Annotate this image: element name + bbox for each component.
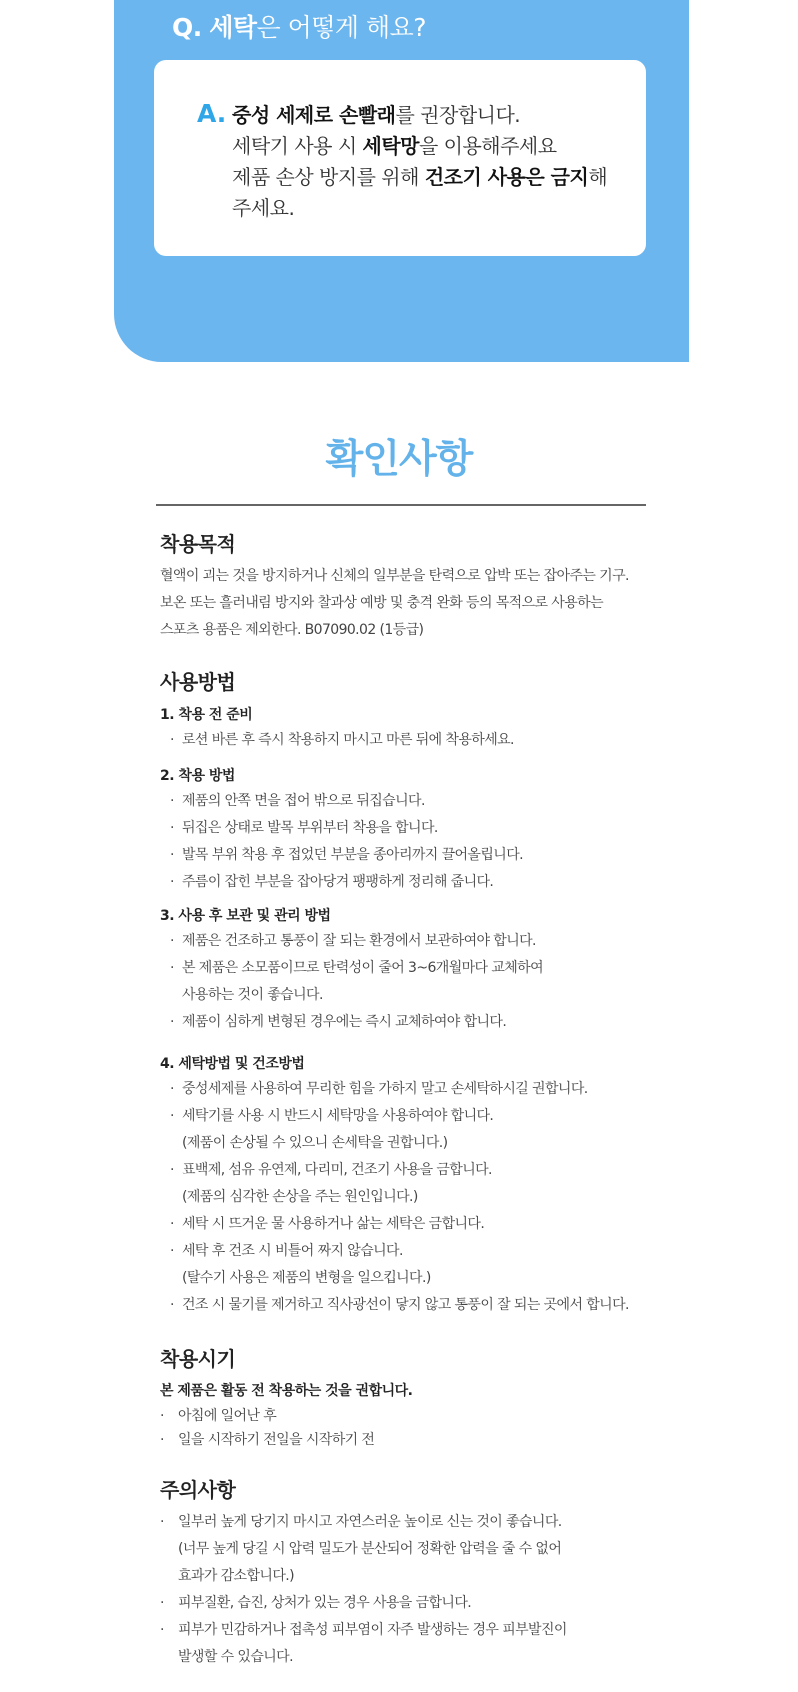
list-item-text: 피부질환, 습진, 상처가 있는 경우 사용을 금합니다. <box>178 1595 472 1611</box>
list-item <box>160 815 660 842</box>
list-item-text: 중성세제를 사용하여 무리한 힘을 가하지 말고 손세탁하시길 권합니다. <box>182 1081 588 1097</box>
list-item-continuation: (제품의 심각한 손상을 주는 원인입니다.) <box>182 1189 418 1205</box>
question-heading <box>172 8 426 44</box>
list-item-continuation: (너무 높게 당길 시 압력 밀도가 분산되어 정확한 압력을 줄 수 없어 <box>178 1541 562 1557</box>
list-item-text: 세탁 시 뜨거운 물 사용하거나 삶는 세탁은 금합니다. <box>182 1216 485 1232</box>
answer-line-3 <box>232 162 632 193</box>
answer-text <box>232 100 632 224</box>
answer-line-3-rest: 해 <box>588 165 608 189</box>
title-divider <box>156 504 646 506</box>
list-item <box>160 1590 660 1617</box>
list-item-text: 세탁기를 사용 시 반드시 세탁망을 사용하여야 합니다. <box>182 1108 494 1124</box>
list-item-text: 뒤집은 상태로 발목 부위부터 착용을 합니다. <box>182 820 438 836</box>
list-item <box>160 1009 660 1036</box>
timing-title: 착용시기 <box>160 1347 236 1371</box>
bullet: · <box>170 1014 174 1030</box>
list-item <box>160 1103 660 1130</box>
answer-line-1-bold: 중성 세제로 손빨래 <box>232 103 396 127</box>
list-item <box>160 1238 660 1265</box>
bullet: · <box>170 820 174 836</box>
list-item-text: 주름이 잡힌 부분을 잡아당겨 팽팽하게 정리해 줍니다. <box>182 874 494 890</box>
list-item-text: 발목 부위 착용 후 접었던 부분을 종아리까지 끌어올립니다. <box>182 847 523 863</box>
list-item <box>160 869 660 896</box>
page-title: 확인사항 <box>325 437 473 482</box>
bullet: · <box>160 1595 164 1611</box>
list-item-continuation: (제품이 손상될 수 있으니 손세탁을 권합니다.) <box>182 1135 448 1151</box>
list-item <box>160 788 660 815</box>
list-item <box>160 1404 660 1428</box>
list-item <box>160 1292 660 1319</box>
answer-line-1 <box>232 100 632 131</box>
list-item-text: 아침에 일어난 후 <box>178 1408 277 1424</box>
bullet: · <box>160 1514 164 1530</box>
answer-line-3-pre: 제품 손상 방지를 위해 <box>232 165 425 189</box>
answer-line-1-rest: 를 권장합니다. <box>395 103 521 127</box>
list-item <box>160 1211 660 1238</box>
answer-line-2-bold: 세탁망 <box>362 134 419 158</box>
timing-section <box>160 1343 660 1452</box>
timing-summary: 본 제품은 활동 전 착용하는 것을 권합니다. <box>160 1383 413 1399</box>
qa-panel <box>114 0 689 362</box>
purpose-line: 스포츠 용품은 제외한다. B07090.02 (1등급) <box>160 622 424 638</box>
answer-card <box>154 60 646 256</box>
answer-line-3-bold: 건조기 사용은 금지 <box>424 165 589 189</box>
info-content <box>160 528 660 1671</box>
answer-line-2-rest: 을 이용해주세요 <box>418 134 557 158</box>
purpose-line: 보온 또는 흘러내림 방지와 찰과상 예방 및 충격 완화 등의 목적으로 사용하는 <box>160 595 603 611</box>
question-keyword: 세탁 <box>209 13 257 42</box>
list-item <box>160 1509 660 1536</box>
list-item <box>160 1157 660 1184</box>
list-item-text: 표백제, 섬유 유연제, 다리미, 건조기 사용을 금합니다. <box>182 1162 492 1178</box>
list-item-text: 본 제품은 소모품이므로 탄력성이 줄어 3~6개월마다 교체하여 <box>182 960 544 976</box>
answer-mark: A. <box>197 99 227 128</box>
list-item-continuation: (탈수기 사용은 제품의 변형을 일으킵니다.) <box>182 1270 431 1286</box>
bullet: · <box>160 1622 164 1638</box>
usage-step-2-title: 2. 착용 방법 <box>160 768 235 784</box>
list-item-text: 세탁 후 건조 시 비틀어 짜지 않습니다. <box>182 1243 403 1259</box>
answer-line-2 <box>232 131 632 162</box>
bullet: · <box>170 847 174 863</box>
answer-line-4: 주세요. <box>232 196 295 220</box>
list-item <box>160 727 660 754</box>
usage-step-4-title: 4. 세탁방법 및 건조방법 <box>160 1056 305 1072</box>
list-item-continuation: 사용하는 것이 좋습니다. <box>182 987 323 1003</box>
purpose-section <box>160 528 660 644</box>
bullet: · <box>170 1243 174 1259</box>
usage-step-1-title: 1. 착용 전 준비 <box>160 707 253 723</box>
list-item-text: 일부러 높게 당기지 마시고 자연스러운 높이로 신는 것이 좋습니다. <box>178 1514 562 1530</box>
bullet: · <box>170 1162 174 1178</box>
list-item <box>160 842 660 869</box>
list-item <box>160 955 660 982</box>
usage-title: 사용방법 <box>160 670 236 694</box>
list-item-text: 제품은 건조하고 통풍이 잘 되는 환경에서 보관하여야 합니다. <box>182 933 536 949</box>
bullet: · <box>170 1081 174 1097</box>
list-item <box>160 1617 660 1644</box>
list-item-text: 일을 시작하기 전일을 시작하기 전 <box>178 1432 375 1448</box>
purpose-line: 혈액이 괴는 것을 방지하거나 신체의 일부분을 탄력으로 압박 또는 잡아주는 기구. <box>160 568 629 584</box>
list-item-text: 로션 바른 후 즉시 착용하지 마시고 마른 뒤에 착용하세요. <box>182 732 514 748</box>
list-item <box>160 1076 660 1103</box>
list-item-text: 제품이 심하게 변형된 경우에는 즉시 교체하여야 합니다. <box>182 1014 507 1030</box>
bullet: · <box>170 1297 174 1313</box>
bullet: · <box>160 1408 164 1424</box>
usage-step-3-title: 3. 사용 후 보관 및 관리 방법 <box>160 908 331 924</box>
purpose-title: 착용목적 <box>160 532 236 556</box>
question-mark: Q. <box>172 13 202 42</box>
list-item-continuation: 발생할 수 있습니다. <box>178 1649 293 1665</box>
bullet: · <box>170 1216 174 1232</box>
caution-section <box>160 1474 660 1671</box>
list-item-text: 피부가 민감하거나 접촉성 피부염이 자주 발생하는 경우 피부발진이 <box>178 1622 567 1638</box>
question-text: 은 어떻게 해요? <box>256 13 427 42</box>
bullet: · <box>160 1432 164 1448</box>
bullet: · <box>170 1108 174 1124</box>
bullet: · <box>170 933 174 949</box>
list-item-continuation: 효과가 감소합니다.) <box>178 1568 294 1584</box>
list-item <box>160 928 660 955</box>
caution-title: 주의사항 <box>160 1478 236 1502</box>
list-item-text: 건조 시 물기를 제거하고 직사광선이 닿지 않고 통풍이 잘 되는 곳에서 합니다. <box>182 1297 629 1313</box>
list-item <box>160 1428 660 1452</box>
answer-line-2-pre: 세탁기 사용 시 <box>232 134 363 158</box>
bullet: · <box>170 874 174 890</box>
list-item-text: 제품의 안쪽 면을 접어 밖으로 뒤집습니다. <box>182 793 425 809</box>
bullet: · <box>170 960 174 976</box>
bullet: · <box>170 793 174 809</box>
bullet: · <box>170 732 174 748</box>
usage-section <box>160 666 660 1319</box>
